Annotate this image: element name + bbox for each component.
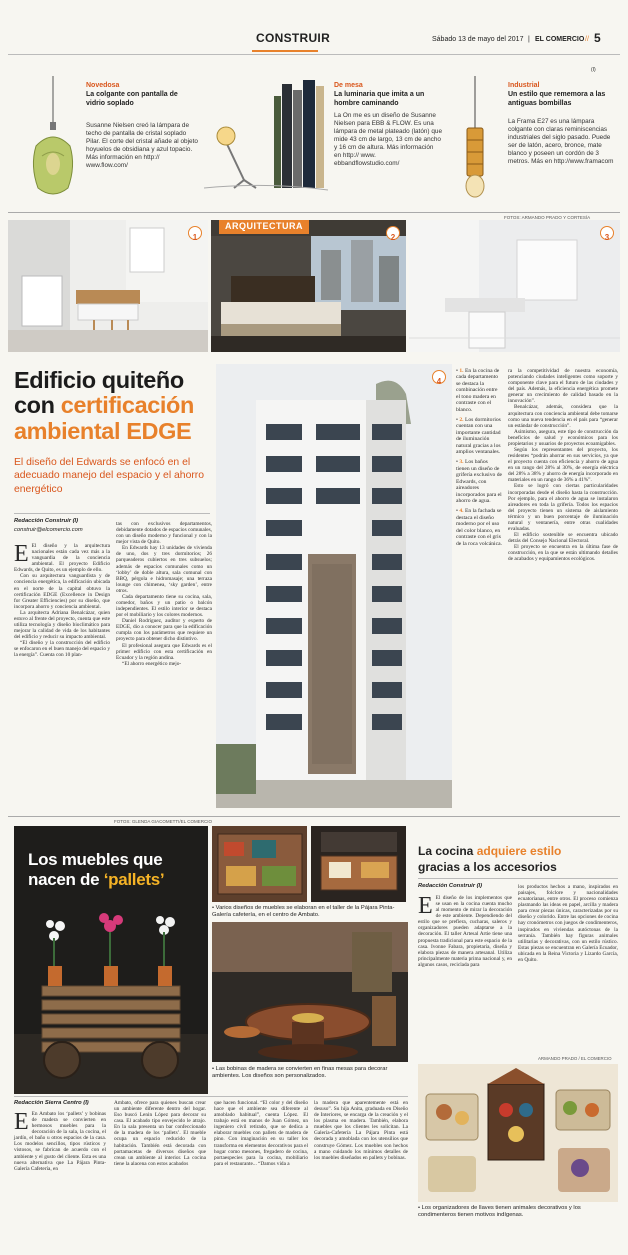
- edge-col1-p2: Con su arquitectura vanguardista y de conciencia energética, la edificación ubicada en el norte de la capital obtuvo la certificación EDGE (Excellence in Design for Greater Efficiencies) por su diseño, que incorpora ahorro y conciencia ambiental.: [14, 573, 110, 610]
- edge-col1-p1: E El diseño y la arquitectura nacionales están cada vez más a la vanguardia de la conciencia ambiental. El proyecto Edificio Edwards, de Quito, es un ejemplo de ello.: [14, 541, 110, 574]
- pallets-caption-top: • Varios diseños de muebles se elaboran en el taller de la Pájara Pinta-Galería cafetería, en el centro de Ambato.: [212, 905, 395, 919]
- pallets-byline-rule: [14, 1096, 408, 1097]
- product-3-body: La Frama E27 es una lámpara colgante con claras reminiscencias industriales del siglo pasado. Puede ser de latón, acero, bronce, mate blanco y poseen un cordón de 3 metros. Más en http://www.framacom: [508, 118, 614, 165]
- cocina-col-2: [518, 884, 618, 963]
- photo-bathroom: [409, 220, 620, 352]
- edge-subtitle: El diseño del Edwards se enfocó en el adecuado manejo del espacio y el ahorro energético: [14, 457, 205, 495]
- edge-col4-p2: Benalcázar, además, considera que la arquitectura con conciencia ambiental debe tomarse como una nueva tendencia en el país para “generar un estándar de construcción”.: [508, 404, 618, 429]
- cocina-byline: Redacción Construir (I): [418, 883, 483, 889]
- product-image-pendant: [24, 76, 82, 204]
- product-3-category: Industrial: [508, 82, 540, 89]
- header-rule: [8, 54, 620, 55]
- product-2-category: De mesa: [334, 82, 363, 89]
- cocina-headline: La cocina adquiere estilo gracias a los accesorios: [418, 844, 562, 875]
- product-2-title: La luminaria que imita a un hombre caminando: [334, 91, 425, 107]
- photo-number-3: 3: [600, 226, 614, 240]
- caption-1: • 1. En la cocina de cada departamento se destaca la combinación entre el tono madera en contraste con el blanco.: [456, 368, 500, 413]
- product-1-category: Novedosa: [86, 82, 120, 89]
- photo-pallets-hero: [14, 826, 208, 1094]
- edge-col-2: [116, 521, 212, 667]
- photo-number-1: 1: [188, 226, 202, 240]
- pallets-col1-p: E En Ambato los ‘pallets’ y bobinas de madera se convierten en hermosos muebles para la decoración de la sala, la cocina, el jardín, el baño u otros espacios de la casa. Los modelos sencillos, tipos rústicos y vistosos, se fabrican de acuerdo con el ambiente y el gusto del cliente. Esta es una nueva alternativa que La Pájara Pinta-Galería Cafetería, en: [14, 1109, 106, 1172]
- pallets-col-3: [214, 1100, 308, 1167]
- section-rule-2: [8, 816, 620, 817]
- cocina-col1-p: E El diseño de los implementos que se usan en la cocina cuenta mucho al momento de mirar la decoración de este ambiente. Dependiendo del estilo que se prefiera, cucharas, saleros y organizadores pueden adaptarse a la decoración. El taller Artesal Artie tiene una propuesta tradicional para este espacio de la casa. Ivonne Fabara, propietaria, diseña y elabora piezas de manera artesanal. Utiliza principalmente materia prima nacional y, en algunos casos, reciclada para: [418, 893, 512, 968]
- edge-col2-p4: Daniel Rodríguez, auditor y experto de EDGE, dio a conocer para que la edificación cumpla con los parámetros que requiere un proyecto para obtener dicho distintivo.: [116, 618, 212, 643]
- product-3-title: Un estilo que rememora a las antiguas bombillas: [508, 91, 606, 107]
- caption-2: • 2. Los dormitorios cuentan con una importante cantidad de iluminación natural gracias a los amplios ventanales.: [456, 416, 501, 456]
- header-date: Sábado 13 de mayo del 2017: [432, 36, 524, 43]
- header-slashes: //: [585, 36, 589, 43]
- edge-captions: [456, 368, 502, 547]
- edge-col4-p3: Asimismo, asegura, este tipo de construcción da beneficios de salud y económicos para los propietarios y usuarios de proyectos ecoamigables.: [508, 428, 618, 447]
- pallets-col-1: [14, 1111, 106, 1172]
- flag-i: (I): [591, 67, 596, 73]
- section-rule-1: [8, 212, 620, 213]
- edge-col2-p2: En Edwards hay 13 unidades de vivienda de uno, dos y tres dormitorios; 26 parqueaderos cubiertos en tres subsuelos; además de espacios comunales como un ‘lobby’ de doble altura, sala comunal con BBQ, pérgola e hidromasaje; una terraza lounge con chimenea, ‘sky garden’, entre otros.: [116, 545, 212, 594]
- arch-label: ARQUITECTURA: [219, 220, 309, 234]
- edge-col2-p1: tas con exclusivos departamentos, debidamente dotados de espacios comunales, con un diseño moderno y funcional y con la mejor vista de Quito.: [116, 521, 212, 546]
- edge-col2-p5: El profesional asegura que Edwards es el primer edificio con esta certificación en Ecuador y la región andina.: [116, 642, 212, 661]
- photo-spool-table: [212, 922, 408, 1062]
- edge-col2-p6: “El ahorro energético mejo-: [122, 660, 182, 667]
- arch-credit: FOTOS: ARMANDO PRADO Y CORTESÍA: [504, 215, 591, 220]
- product-image-brass-pendant: [448, 76, 502, 204]
- edge-col1-p3: La arquitecta Adriana Benalcázar, quien estuvo al frente del proyecto, cuenta que este utiliza tecnología y diseño bioclimático para mejorar la calidad de vida de los habitantes del edificio y reducir su impacto ambiental.: [14, 609, 110, 641]
- photo-pallets-shelf: [212, 826, 307, 902]
- edge-email: construir@elcomercio.com: [14, 527, 83, 533]
- pallets-col4-p: la madera que aparentemente está en desuso”. Su hija Anita, graduada en Diseño de Interiores, se encarga de la creación y el los plasma en madera. También, elabora muebles que los clientes les solicitan. La Galería-Cafetería La Pájara Pinta está decorada y amoblada con los utensilios que construye Gómez. Los muebles son hechos a mano cuidando los mínimos detalles de los muebles diseñados en pallets y bobinas.: [314, 1100, 408, 1161]
- product-1-body: Susanne Nielsen creó la lámpara de techo de pantalla de cristal soplado Pilar. El corte del cristal añade al objeto hoyuelos de obsidiana y azul topacio. Más información en http:// www.flow.com/: [86, 122, 198, 169]
- pallets-col2-p: Ambato, ofrece para quienes buscan crear un ambiente diferente dentro del hogar. Eso buscó Lenin López para decorar su casa. El acabado tipo envejecido le atrajo. En la sala presenta un bar confeccionado de la madera de los ‘pallets’. El mueble ocupa un espacio reducido de la habitación. También está decorada con portamacetas de diversos diseños que crean un ambiente al interior. La cocina tiene la alacena con estos acabados: [114, 1100, 206, 1167]
- section-label: CONSTRUIR: [256, 31, 331, 45]
- pallets-credit: FOTOS: GLENDA GIACOMETTI/EL COMERCIO: [114, 819, 213, 824]
- product-image-books-lamp: [204, 76, 328, 204]
- products-strip: [16, 72, 616, 222]
- cocina-byline-rule: [418, 878, 618, 879]
- edge-col4-p4: Según los representantes del proyecto, los residentes “podrán ahorrar en sus servicios, ya que el proyecto cuenta con eficiencia y ahorro de agua en un rango del 28% al 30%, de energía eléctrica del 28% a 38% y ahorro de energía incorporado en materiales en un rango de 36% a 41%”.: [508, 447, 618, 484]
- pallets-col3-p: que hacen funcional. “El color y del diseño hace que el ambiente sea diferente al amoblado habitual”, cuenta López. El trabajo está en manos de Juan Gómez, un ingeniero civil retirado, que se dedica a elaborar muebles con pallets de madera de pino. Con imaginación en su taller los transforma en elementos decorativos para el hogar como mesones, fregadero de cocina, portaespecies para la cocina, mobiliario para el restaurante... “Damos vida a: [214, 1100, 308, 1167]
- page-header: [0, 28, 628, 56]
- page-number: 5: [594, 31, 601, 45]
- pallets-headline: Los muebles que nacen de ‘pallets’: [28, 850, 165, 889]
- pallets-byline: Redacción Sierra Centro (I): [14, 1100, 89, 1106]
- dropcap-e: E: [14, 541, 29, 567]
- edge-col2-p3: Cada departamento tiene su cocina, sala, comedor, baños y un patio o balcón independientes. El estilo interior se destaca por el mobiliario y los colores modernos.: [116, 593, 212, 619]
- edge-byline: Redacción Construir (I): [14, 518, 79, 524]
- dropcap-e2: E: [14, 1109, 29, 1135]
- cocina-col2-p: los productos hechos a mano, inspirados en paisajes, folclore y nacionalidades ecuatorianas, entre otros. El proceso comienza plasmando las ideas en papel, arcilla y madera para crear piezas únicas, caracterizadas por su diseño y colorido. Entre las opciones de cocina hay cronómetros con juegos de condimenteros, inspirados en viviendas autóctonas de la serranía. También hay figuras animales utilitarias y decorativas, con un estilo rústico. Estas piezas se encuentran en Galería Ecuador, ubicada en la Reina Victoria y Lizardo García, en Quito.: [518, 884, 618, 963]
- pallets-caption-bottom: • Las bobinas de madera se convierten en finas mesas para decorar ambientes. Los diseños son personalizados.: [212, 1066, 388, 1080]
- product-1-title: La colgante con pantalla de vidrio soplado: [86, 91, 178, 107]
- header-separator: |: [528, 36, 530, 43]
- photo-key-organizers: [418, 1064, 618, 1202]
- cocina-credit: ARMANDO PRADO / EL COMERCIO: [538, 1056, 612, 1061]
- cocina-caption: • Los organizadores de llaves tienen animales decorativos y los condimenteros tienen motivos indígenas.: [418, 1205, 581, 1219]
- edge-byline-rule: [14, 513, 210, 514]
- caption-4: • 4. En la fachada se destaca el diseño moderno por el uso del color blanco, en contraste con el gris de la roca volcánica.: [456, 508, 502, 547]
- header-paper: EL COMERCIO: [535, 36, 585, 43]
- pallets-col-2: [114, 1100, 206, 1167]
- edge-col4-p7: El proyecto se encuentra en la última fase de construcción, en la que se están ultimando detalles de acabados y equipamientos ecológicos.: [508, 544, 618, 563]
- product-2-body: La On me es un diseño de Susanne Nielsen para EBB & FLOW. Es una lámpara de metal plateado (latón) que mide 43 cm de largo, 13 cm de ancho y 16 cm de altura. Más información en http:// www. ebbandflowstudio.com/: [334, 112, 442, 167]
- photo-number-4: 4: [432, 370, 446, 384]
- pallets-col-4: [314, 1100, 408, 1161]
- dropcap-e3: E: [418, 893, 433, 919]
- photo-bedroom: [211, 220, 406, 352]
- edge-col4-p1: ra la competitividad de nuestra economía, potenciando ciudades inteligentes como soporte y componente clave para el futuro de las ciudades y del país. Además, la eficiencia energética promete generar un crecimiento de calidad basado en la innovación”.: [508, 368, 618, 405]
- cocina-col-1: [418, 895, 512, 968]
- photo-kitchen: [8, 220, 208, 352]
- edge-col4-p5: Esto se logró con ciertas particularidades incorporadas desde el diseño hasta la construcción. Por ejemplo, para el ahorro de agua se instalaron aireadores en toda la grifería. Todos los espacios del proyecto tienen un sistema de aislamiento térmico y un buen porcentaje de iluminación natural y ventanería, entre otras cualidades evaluadas.: [508, 483, 618, 533]
- edge-headline: Edificio quiteño con certificación ambiental EDGE: [14, 367, 194, 444]
- photo-pallets-crate: [311, 826, 406, 902]
- edge-col4-p6: El edificio sostenible se encuentra ubicado detrás del Consejo Nacional Electoral.: [508, 532, 618, 545]
- section-underline: [252, 50, 318, 52]
- photo-building: [216, 364, 452, 808]
- edge-col-1: [14, 543, 110, 658]
- edge-col1-p4: “El diseño y la construcción del edificio se enfocaron en el buen manejo del espacio y la energía”. Cuenta con 10 plan-: [14, 640, 110, 659]
- edge-col-4: [508, 368, 618, 563]
- caption-3: • 3. Los baños tienen un diseño de grifería exclusivo de Edwards, con aireadores incorporados para el ahorro de agua.: [456, 459, 502, 505]
- photo-number-2: 2: [386, 226, 400, 240]
